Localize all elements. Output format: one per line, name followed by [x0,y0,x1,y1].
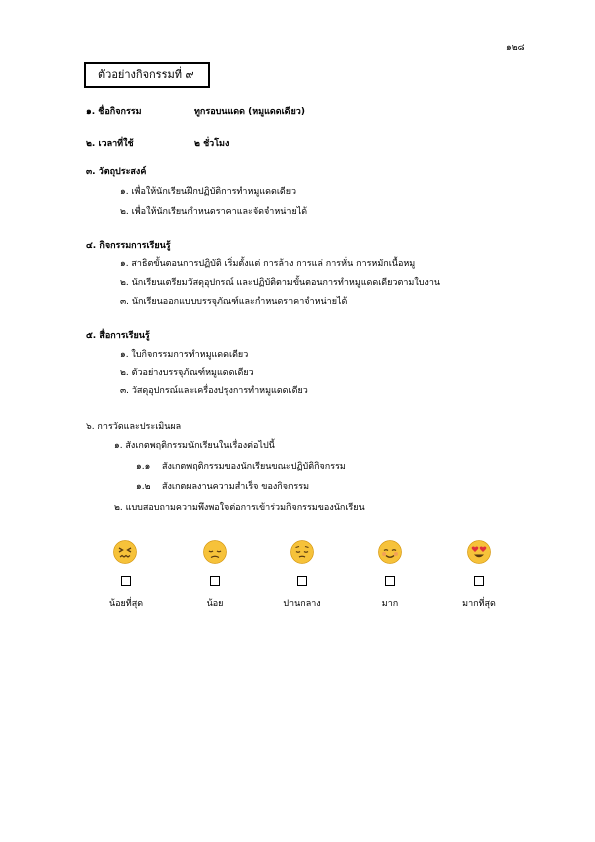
smiling-face-icon [378,540,402,564]
learning-media-item: ๑. ใบกิจกรรมการทำหมูแดดเดียว [120,350,249,360]
confounded-face-icon [113,540,137,564]
time-used-value: ๒ ชั่วโมง [194,139,230,149]
questionnaire-heading: ๒. แบบสอบถามความพึงพอใจต่อการเข้าร่วมกิจกรรมของนักเรียน [114,503,365,513]
rating-checkbox-very-low[interactable] [121,576,131,586]
rating-label: มาก [381,599,399,609]
section-4-heading: ๔. กิจกรรมการเรียนรู้ [86,241,171,251]
rating-label: มากที่สุด [462,599,496,609]
section-3-heading: ๓. วัตถุประสงค์ [86,167,147,177]
learning-activity-item: ๒. นักเรียนเตรียมวัสดุอุปกรณ์ และปฏิบัติตามขั้นตอนการทำหมูแดดเดียวตามใบงาน [120,278,441,288]
rating-label: น้อยที่สุด [108,599,144,609]
rating-label: ปานกลาง [283,599,321,609]
activity-name-value: ทูกรอบนแดด (หมูแดดเดียว) [194,107,305,117]
activity-title: ตัวอย่างกิจกรรมที่ ๙ [84,62,210,88]
rating-checkbox-very-high[interactable] [474,576,484,586]
rating-checkbox-high[interactable] [385,576,395,586]
learning-activity-item: ๑. สาธิตขั้นตอนการปฏิบัติ เริ่มตั้งแต่ การล้าง การแล่ การหั่น การหมักเนื้อหมู [120,259,416,269]
rating-checkbox-low[interactable] [210,576,220,586]
observation-item-text: สังเกตผลงานความสำเร็จ ของกิจกรรม [162,482,310,492]
section-2-label: ๒. เวลาที่ใช้ [86,139,134,149]
page-number: ๑๒๘ [506,43,525,53]
heart-eyes-face-icon [467,540,491,564]
learning-activity-item: ๓. นักเรียนออกแบบบรรจุภัณฑ์และกำหนดราคาจำหน่ายได้ [120,297,348,307]
pensive-face-icon [290,540,314,564]
observation-item-number: ๑.๑ [136,462,151,472]
rating-label: น้อย [206,599,224,609]
section-6-heading: ๖. การวัดและประเมินผล [86,422,182,432]
learning-media-item: ๒. ตัวอย่างบรรจุภัณฑ์หมูแดดเดียว [120,368,254,378]
observation-item-number: ๑.๒ [136,482,151,492]
observation-heading: ๑. สังเกตพฤติกรรมนักเรียนในเรื่องต่อไปนี้ [114,441,275,451]
objective-item: ๒. เพื่อให้นักเรียนกำหนดราคาและจัดจำหน่ายได้ [120,207,308,217]
objective-item: ๑. เพื่อให้นักเรียนฝึกปฏิบัติการทำหมูแดดเดียว [120,187,297,197]
learning-media-item: ๓. วัสดุอุปกรณ์และเครื่องปรุงการทำหมูแดดเดียว [120,386,308,396]
section-5-heading: ๕. สื่อการเรียนรู้ [86,331,150,341]
observation-item-text: สังเกตพฤติกรรมของนักเรียนขณะปฏิบัติกิจกรรม [162,462,346,472]
section-1-label: ๑. ชื่อกิจกรรม [86,107,142,117]
disappointed-face-icon [203,540,227,564]
rating-checkbox-moderate[interactable] [297,576,307,586]
